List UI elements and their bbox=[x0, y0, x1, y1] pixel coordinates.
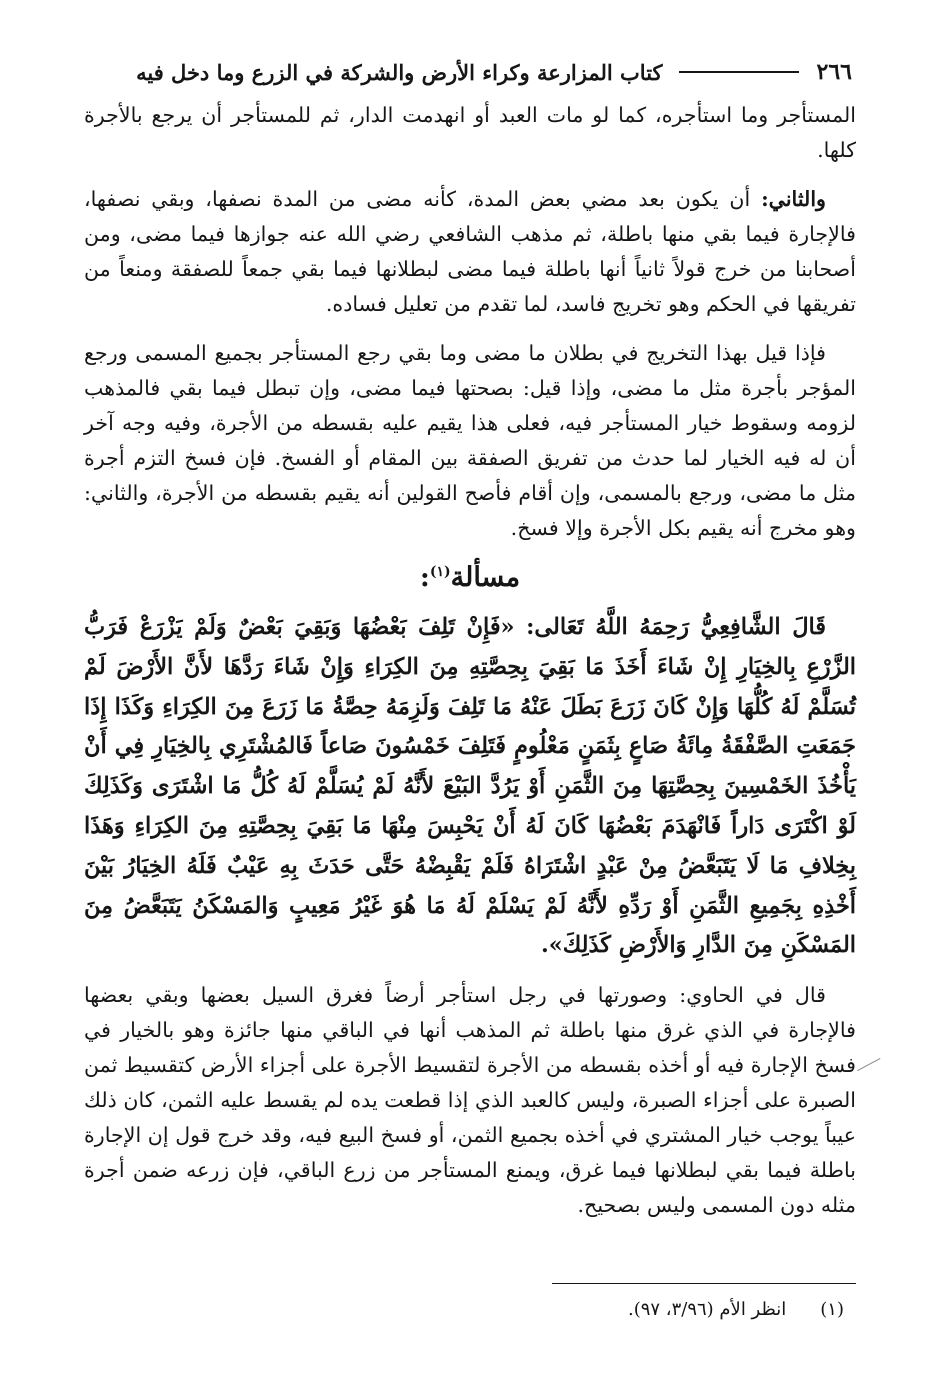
paragraph-takhrij: فإذا قيل بهذا التخريج في بطلان ما مضى وما بقي رجع المستأجر بجميع المسمى ورجع المؤجر بأجرة مثل ما مضى، وإذا قيل: بصحتها فيما مضى، وإن تبطل فيما بقي فالمذهب لزومه وسقوط خيار المستأجر فيه، فعلى هذا يقيم عليه بقسطه من الأجرة، وفيه وجه آخر أن له فيه الخيار لما حدث من تفريق الصفقة بين المقام أو الفسخ. فإن فسخ التزم أجرة مثل ما مضى، ورجع بالمسمى، وإن أقام فأصح القولين أنه يقيم بقسطه من الأجرة، والثاني: وهو مخرج أنه يقيم بكل الأجرة وإلا فسخ. bbox=[84, 341, 856, 540]
page-header bbox=[88, 50, 852, 94]
header-rule bbox=[679, 71, 799, 73]
page-number: ٢٦٦ bbox=[816, 59, 852, 85]
paragraph-second-case bbox=[84, 182, 856, 322]
paragraph-gap bbox=[84, 168, 856, 182]
footnote-reference: (١) bbox=[429, 564, 451, 580]
footnote bbox=[84, 1296, 844, 1324]
section-heading-colon: : bbox=[419, 562, 430, 593]
lead-word-second: والثاني: bbox=[761, 187, 826, 211]
paragraph-hawi: قال في الحاوي: وصورتها في رجل استأجر أرضاً فغرق السيل بعضها وبقي بعضها فالإجارة في الذي غرق منها باطلة ثم المذهب أنها في الباقي منها جائزة وهو بالخيار في فسخ الإجارة فيه أو أخذه بقسطه من الأجرة لتقسيط الأجرة على أجزاء الأرض كتقسيط ثمن الصبرة على أجزاء الصبرة، وليس كالعبد الذي إذا قطعت يده لم يقسط عليه الثمن، كان ذلك عيباً يوجب خيار المشتري في أخذه بجميع الثمن، أو فسخ البيع فيه، وقد خرج قول إن الإجارة باطلة فيما بقي لبطلانها فيما غرق، ويمنع المستأجر من زرع الباقي، فإن زرعه ضمن أجرة مثله دون المسمى وليس بصحيح. bbox=[84, 983, 857, 1218]
paragraph-continuation: المستأجر وما استأجره، كما لو مات العبد أو انهدمت الدار، ثم للمستأجر أن يرجع بالأجرة كلها. bbox=[84, 103, 856, 162]
main-text bbox=[84, 98, 856, 1223]
shafii-quote: قَالَ الشَّافِعِيُّ رَحِمَهُ اللَّهُ تَعَالى: «فَإِنْ تَلِفَ بَعْضُهَا وَبَقِيَ بَعْضٌ وَلَمْ يَزْرَعْ فَرَبُّ الزَّرْعِ بِالخِيَارِ إِنْ شَاءَ أَخَذَ مَا بَقِيَ بِحِصَّتِهِ مِنَ الكِرَاءِ وَإِنْ شَاءَ رَدَّهَا لأَنَّ الأَرْضَ لَمْ تُسَلَّمْ لَهُ كُلُّهَا وَإِنْ كَانَ زَرَعَ بَطَلَ عَنْهُ مَا تَلِفَ وَلَزِمَهُ حِصَّةُ مَا زَرَعَ مِنَ الكِرَاءِ وَكَذَا إِذَا جَمَعَتِ الصَّفْقَةُ مِائَةُ صَاعٍ بِثَمَنٍ مَعْلُومٍ فَتَلِفَ خَمْسُونَ صَاعاً فَالمُشْتَرِي بِالخِيَارِ فِي أَنْ يَأْخُذَ الخَمْسِينَ بِحِصَّتِهَا مِنَ الثَّمَنِ أَوْ يَرُدَّ البَيْعَ لأَنَّهُ لَمْ يُسَلَّمْ لَهُ كُلُّ مَا اشْتَرَى وَكَذَلِكَ لَوْ اكْتَرَى دَاراً فَانْهَدَمَ بَعْضُهَا كَانَ لَهُ أَنْ يَحْبِسَ مِنْهَا مَا بَقِيَ بِحِصَّتِهِ مِنَ الكِرَاءِ وَهَذَا بِخِلافِ مَا لَا يَتَبَعَّضُ مِنْ عَبْدٍ اشْتَرَاهُ فَلَمْ يَقْبِضْهُ حَتَّى حَدَثَ بِهِ عَيْبٌ فَلَهُ الخِيَارُ بَيْنَ أَخْذِهِ بِجَمِيعِ الثَّمَنِ أَوْ رَدِّهِ لأَنَّهُ لَمْ يَسْلَمْ لَهُ مَا هُوَ غَيْرُ مَعِيبٍ وَالمَسْكَنُ يَتَبَعَّضُ مِنَ المَسْكَنِ مِنَ الدَّارِ وَالأَرْضِ كَذَلِكَ». bbox=[84, 614, 856, 959]
section-heading-label: مسألة bbox=[450, 562, 521, 593]
footnote-text: انظر الأم (٣/٩٦، ٩٧). bbox=[627, 1299, 787, 1320]
paragraph-gap bbox=[84, 322, 856, 336]
section-heading bbox=[84, 558, 856, 598]
paragraph-second-body: أن يكون بعد مضي بعض المدة، كأنه مضى من المدة نصفها، وبقي نصفها، فالإجارة فيما بقي منها باطلة، ثم مذهب الشافعي رضي الله عنه جوازها فيما مضى، ومن أصحابنا من خرج قولاً ثانياً أنها باطلة فيما مضى لبطلانها فيما بقي جمعاً للصفقة ومنعاً من تفريقها في الحكم وهو تخريج فاسد، لما تقدم من تعليل فساده. bbox=[84, 187, 856, 316]
footnote-separator bbox=[552, 1283, 856, 1284]
margin-pencil-mark bbox=[857, 1058, 881, 1072]
footnote-number: (١) bbox=[820, 1299, 844, 1320]
running-title: كتاب المزارعة وكراء الأرض والشركة في الزرع وما دخل فيه bbox=[136, 59, 663, 85]
